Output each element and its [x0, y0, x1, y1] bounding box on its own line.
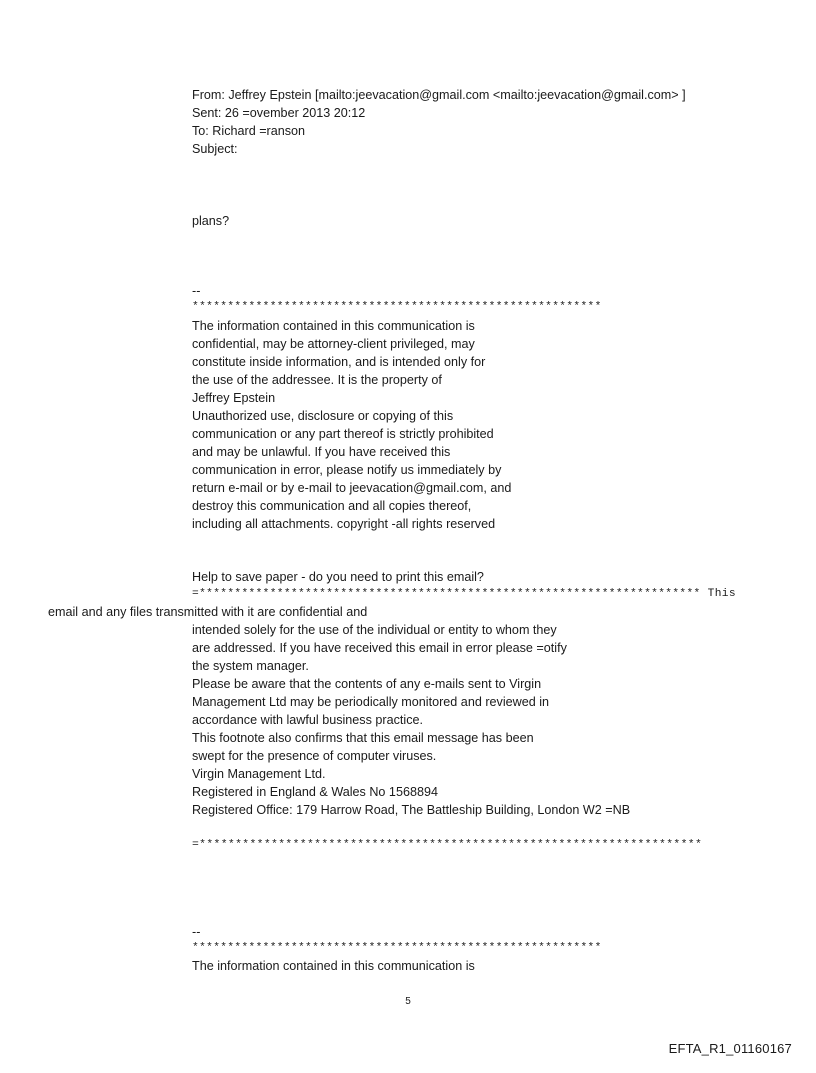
disclaimer-line: communication or any part thereof is strictly prohibited — [192, 427, 494, 441]
disclaimer-2-first-line: The information contained in this communication is — [192, 959, 475, 973]
stars-separator-2: ********************************************************** — [192, 942, 602, 954]
bates-number: EFTA_R1_01160167 — [668, 1041, 792, 1056]
stars-separator: ********************************************************** — [192, 301, 602, 313]
virgin-footer-line: Virgin Management Ltd. — [192, 767, 326, 781]
disclaimer-line: Unauthorized use, disclosure or copying of this — [192, 409, 454, 423]
virgin-first-line: email and any files transmitted with it are confidential and — [48, 605, 368, 619]
disclaimer-line: constitute inside information, and is intended only for — [192, 355, 486, 369]
virgin-stars-end: =********************************************************************** — [192, 839, 703, 851]
virgin-footer-line: Please be aware that the contents of any e-mails sent to Virgin — [192, 677, 542, 691]
disclaimer-line: destroy this communication and all copies thereof, — [192, 499, 472, 513]
virgin-footer-line: are addressed. If you have received this email in error please =otify — [192, 641, 567, 655]
disclaimer-line: including all attachments. copyright -all rights reserved — [192, 517, 496, 531]
page-number: 5 — [405, 996, 411, 1007]
disclaimer-line: communication in error, please notify us immediately by — [192, 463, 502, 477]
email-body: plans? — [192, 214, 230, 228]
disclaimer-line: The information contained in this communication is — [192, 319, 475, 333]
disclaimer-line: Jeffrey Epstein — [192, 391, 276, 405]
subject-line: Subject: — [192, 142, 238, 156]
virgin-footer-line: swept for the presence of computer viruses. — [192, 749, 437, 763]
virgin-footer-line: This footnote also confirms that this email message has been — [192, 731, 534, 745]
from-line: From: Jeffrey Epstein [mailto:jeevacation@gmail.com <mailto:jeevacation@gmail.com> ] — [192, 88, 686, 102]
disclaimer-line: the use of the addressee. It is the property of — [192, 373, 442, 387]
virgin-footer-line: accordance with lawful business practice. — [192, 713, 423, 727]
virgin-footer-line: the system manager. — [192, 659, 309, 673]
virgin-footer-line: intended solely for the use of the individual or entity to whom they — [192, 623, 557, 637]
disclaimer-line: return e-mail or by e-mail to jeevacation@gmail.com, and — [192, 481, 512, 495]
virgin-footer-line: Registered in England & Wales No 1568894 — [192, 785, 438, 799]
to-line: To: Richard =ranson — [192, 124, 306, 138]
help-save-paper-line: Help to save paper - do you need to print this email? — [192, 570, 484, 584]
signature-dashes: -- — [192, 284, 201, 298]
virgin-footer-line: Management Ltd may be periodically monitored and reviewed in — [192, 695, 550, 709]
signature-dashes-2: -- — [192, 925, 201, 939]
disclaimer-line: and may be unlawful. If you have received this — [192, 445, 451, 459]
sent-line: Sent: 26 =ovember 2013 20:12 — [192, 106, 366, 120]
virgin-footer-line: Registered Office: 179 Harrow Road, The Battleship Building, London W2 =NB — [192, 803, 631, 817]
virgin-stars-line: =*********************************************************************** This — [192, 588, 736, 600]
disclaimer-line: confidential, may be attorney-client privileged, may — [192, 337, 475, 351]
